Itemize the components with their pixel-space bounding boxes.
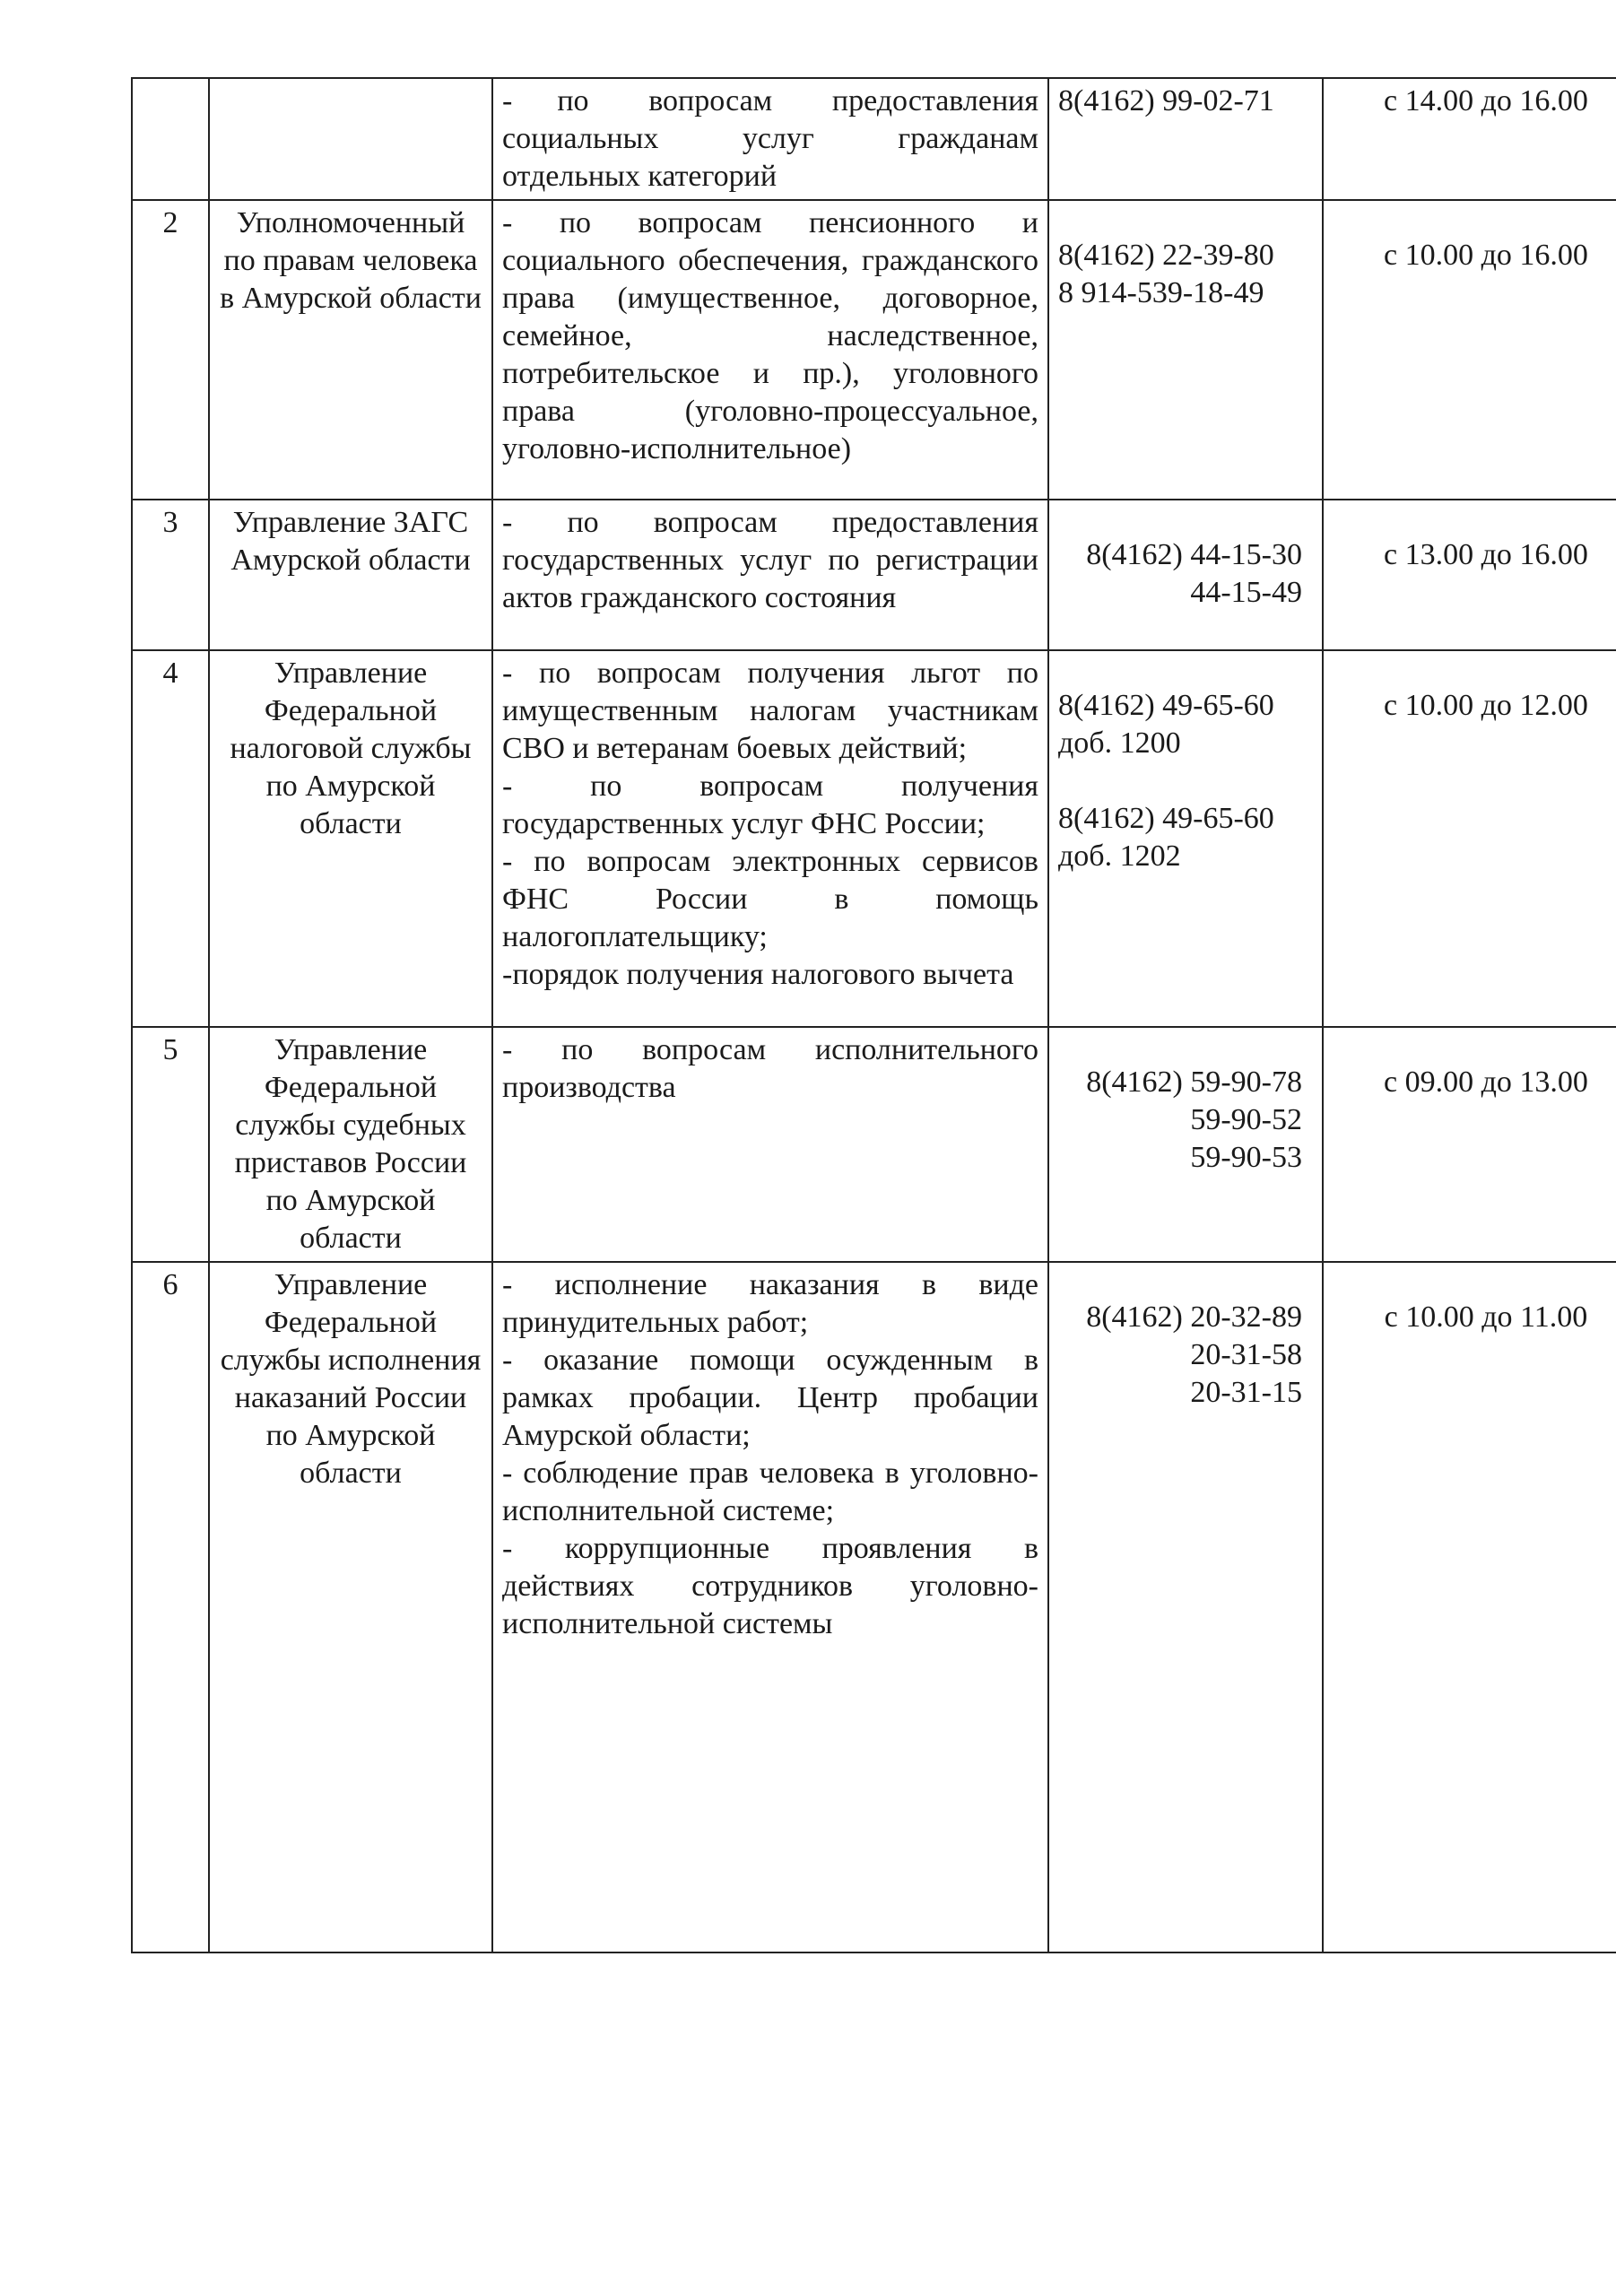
phone-number: 8 914-539-18-49 <box>1058 276 1264 309</box>
phone-number: 8(4162) 20-32-89 <box>1086 1300 1302 1334</box>
phone-number: 20-31-58 <box>1190 1338 1302 1371</box>
phone-number: 44-15-49 <box>1190 576 1302 609</box>
topic-cell <box>492 1027 1048 1262</box>
organization-name: Уполномоченный по правам человека в Амурской области <box>209 200 492 500</box>
phone-cell <box>1048 1262 1323 1952</box>
phone-cell <box>1048 1027 1323 1262</box>
topic-item: -порядок получения налогового вычета <box>502 958 1014 991</box>
topic-item: - по вопросам электронных сервисов ФНС России в помощь налогоплательщику; <box>502 845 1038 953</box>
topic-item: - по вопросам исполнительного производства <box>502 1033 1038 1104</box>
phone-extension: доб. 1202 <box>1058 839 1181 873</box>
organization-name: Управление Федеральной службы исполнения наказаний России по Амурской области <box>209 1262 492 1952</box>
topic-item: - по вопросам пенсионного и социального обеспечения, гражданского права (имущественное, договорное, семейное, наследственное, потребительское и пр.), уголовного права (уголовно-процессуальное, уголовно-исполнительное) <box>502 206 1038 465</box>
phone-number: 59-90-53 <box>1190 1141 1302 1174</box>
row-number: 5 <box>132 1027 209 1262</box>
topic-item: - по вопросам получения льгот по имущественным налогам участникам СВО и ветеранам боевых действий; <box>502 657 1038 765</box>
row-number: 6 <box>132 1262 209 1952</box>
organization-name: Управление Федеральной налоговой службы по Амурской области <box>209 650 492 1027</box>
topic-cell <box>492 500 1048 650</box>
phone-cell <box>1048 78 1323 200</box>
phone-number: 8(4162) 49-65-60 <box>1058 689 1274 722</box>
topic-item: - коррупционные проявления в действиях сотрудников уголовно-исполнительной системы <box>502 1532 1038 1640</box>
topic-item: - по вопросам предоставления социальных услуг гражданам отдельных категорий <box>502 84 1038 193</box>
reception-time: с 10.00 до 11.00 <box>1323 1262 1616 1952</box>
reception-time: с 14.00 до 16.00 <box>1323 78 1616 200</box>
row-number: 3 <box>132 500 209 650</box>
topic-item: - исполнение наказания в виде принудительных работ; <box>502 1268 1038 1339</box>
reception-time: с 13.00 до 16.00 <box>1323 500 1616 650</box>
phone-number: 8(4162) 59-90-78 <box>1086 1065 1302 1099</box>
phone-number: 59-90-52 <box>1190 1103 1302 1136</box>
phone-number: 8(4162) 44-15-30 <box>1086 538 1302 571</box>
organization-name <box>209 78 492 200</box>
document-page <box>131 77 1616 1953</box>
phone-cell <box>1048 500 1323 650</box>
topic-item: - соблюдение прав человека в уголовно-исполнительной системе; <box>502 1457 1038 1527</box>
topic-item: - по вопросам получения государственных услуг ФНС России; <box>502 770 1038 840</box>
topic-cell <box>492 200 1048 500</box>
table-row <box>132 650 1616 1027</box>
phone-number: 8(4162) 49-65-60 <box>1058 802 1274 835</box>
phone-number: 20-31-15 <box>1190 1376 1302 1409</box>
reception-time: с 09.00 до 13.00 <box>1323 1027 1616 1262</box>
phone-cell <box>1048 200 1323 500</box>
phone-number: 8(4162) 22-39-80 <box>1058 239 1274 272</box>
organization-name: Управление ЗАГС Амурской области <box>209 500 492 650</box>
organization-name: Управление Федеральной службы судебных приставов России по Амурской области <box>209 1027 492 1262</box>
topic-item: - оказание помощи осужденным в рамках пробации. Центр пробации Амурской области; <box>502 1344 1038 1452</box>
phone-number: 8(4162) 99-02-71 <box>1058 84 1274 117</box>
row-number <box>132 78 209 200</box>
spacer <box>1058 762 1313 800</box>
row-number: 2 <box>132 200 209 500</box>
topic-cell <box>492 78 1048 200</box>
table-row <box>132 500 1616 650</box>
table-row <box>132 1262 1616 1952</box>
reception-time: с 10.00 до 16.00 <box>1323 200 1616 500</box>
reception-time: с 10.00 до 12.00 <box>1323 650 1616 1027</box>
table-row <box>132 78 1616 200</box>
table-row <box>132 1027 1616 1262</box>
topic-cell <box>492 1262 1048 1952</box>
topic-item: - по вопросам предоставления государственных услуг по регистрации актов гражданского состояния <box>502 506 1038 614</box>
reception-schedule-table <box>131 77 1616 1953</box>
topic-cell <box>492 650 1048 1027</box>
phone-cell <box>1048 650 1323 1027</box>
row-number: 4 <box>132 650 209 1027</box>
table-row <box>132 200 1616 500</box>
phone-extension: доб. 1200 <box>1058 726 1181 760</box>
